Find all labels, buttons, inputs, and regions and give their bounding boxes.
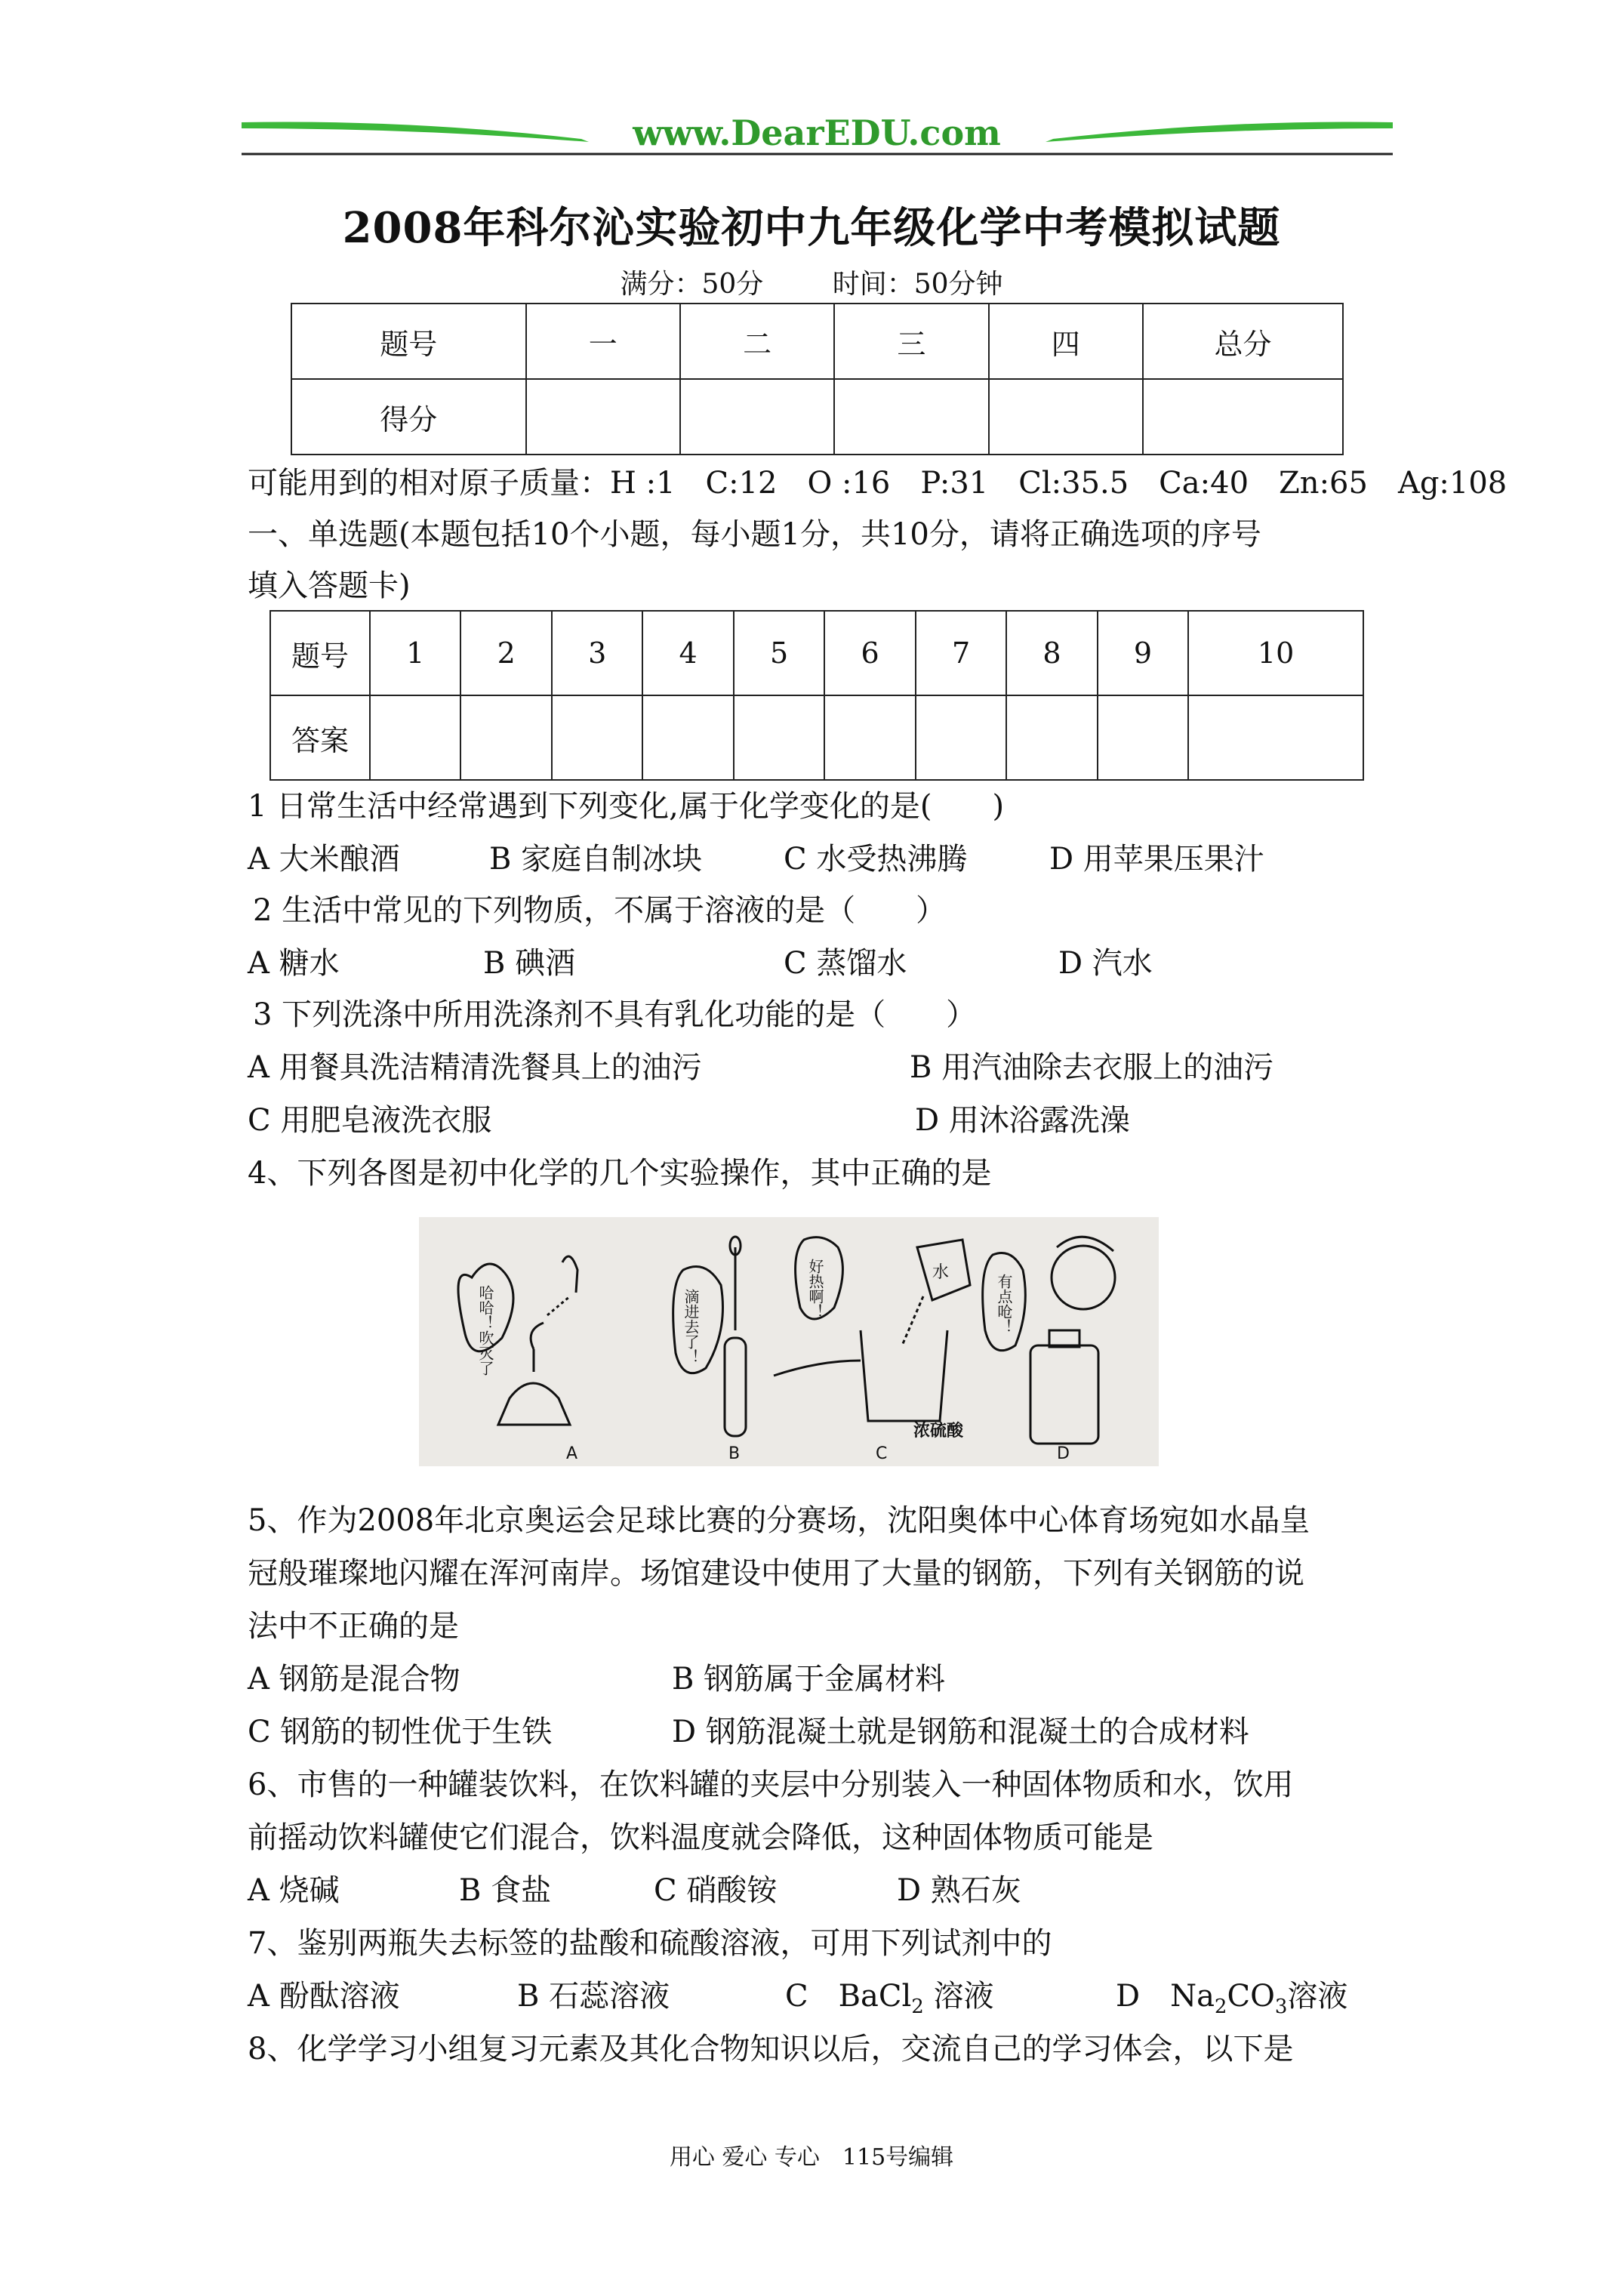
option: C 蒸馏水	[784, 946, 907, 981]
answer-input-cell[interactable]	[916, 695, 1006, 780]
table-cell: 6	[824, 611, 915, 695]
bubble-a-text: 哈哈！吹灭了	[476, 1285, 494, 1376]
table-row	[291, 379, 1343, 455]
bubble-c-text: 好热啊！	[806, 1259, 824, 1319]
score-input-cell[interactable]	[989, 379, 1143, 455]
header-banner	[242, 106, 1393, 166]
option: D $Na_2CO_3$溶液	[1116, 1979, 1348, 2018]
option: A 钢筋是混合物	[248, 1662, 460, 1697]
question-stem: 8、化学学习小组复习元素及其化合物知识以后，交流自己的学习体会，以下是	[248, 2032, 1294, 2066]
table-cell: 10	[1188, 611, 1363, 695]
option: B 钢筋属于金属材料	[672, 1662, 946, 1697]
bubble-d-text: 有点呛！	[995, 1274, 1013, 1334]
option: A 烧碱	[248, 1873, 340, 1908]
acid-label: 浓硫酸	[913, 1422, 964, 1441]
question-stem-cont: 前摇动饮料罐使它们混合，饮料温度就会降低，这种固体物质可能是	[248, 1820, 1153, 1855]
question-stem: 3 下列洗涤中所用洗涤剂不具有乳化功能的是（ ）	[253, 997, 977, 1032]
table-cell: 总分	[1143, 304, 1343, 379]
score-input-cell[interactable]	[680, 379, 834, 455]
question-stem: 7、鉴别两瓶失去标签的盐酸和硫酸溶液，可用下列试剂中的	[248, 1926, 1052, 1961]
label-b: B	[728, 1444, 741, 1463]
answer-input-cell[interactable]	[642, 695, 733, 780]
option: B 家庭自制冰块	[489, 842, 703, 877]
site-logo-text: www.DearEDU.com	[633, 112, 1001, 153]
option: C 用肥皂液洗衣服	[248, 1103, 492, 1138]
score-input-cell[interactable]	[526, 379, 680, 455]
table-row	[270, 611, 1363, 695]
table-cell: 一	[526, 304, 680, 379]
score-input-cell[interactable]	[1143, 379, 1343, 455]
option: A 糖水	[248, 946, 340, 981]
option: D 熟石灰	[897, 1873, 1021, 1908]
question-stem: 1 日常生活中经常遇到下列变化,属于化学变化的是( )	[248, 789, 1005, 824]
table-row	[291, 304, 1343, 379]
table-cell: 四	[989, 304, 1143, 379]
option: C BaCl$_2$ 溶液	[785, 1979, 994, 2018]
answer-input-cell[interactable]	[1098, 695, 1188, 780]
label-a: A	[566, 1444, 578, 1463]
question-stem: 5、作为2008年北京奥运会足球比赛的分赛场，沈阳奥体中心体育场宛如水晶皇	[248, 1503, 1310, 1538]
table-cell: 得分	[291, 379, 526, 455]
option: C 钢筋的韧性优于生铁	[248, 1715, 553, 1749]
option: B 食盐	[459, 1873, 552, 1908]
option: D 钢筋混凝土就是钢筋和混凝土的合成材料	[672, 1715, 1249, 1749]
exam-time: 时间：50分钟	[832, 269, 1003, 300]
option: D 汽水	[1058, 946, 1153, 981]
option: B 用汽油除去衣服上的油污	[910, 1050, 1274, 1085]
page-footer: 用心 爱心 专心 115号编辑	[669, 2144, 954, 2171]
question-stem: 2 生活中常见的下列物质，不属于溶液的是（ ）	[253, 893, 947, 928]
option: A 酚酞溶液	[248, 1979, 400, 2014]
answer-input-cell[interactable]	[734, 695, 824, 780]
table-cell: 三	[834, 304, 988, 379]
option: A 用餐具洗洁精清洗餐具上的油污	[248, 1050, 702, 1085]
table-cell: 题号	[291, 304, 526, 379]
table-cell: 2	[460, 611, 551, 695]
score-input-cell[interactable]	[834, 379, 988, 455]
table-cell: 5	[734, 611, 824, 695]
full-score: 满分：50分	[620, 269, 764, 300]
option: C 硝酸铵	[654, 1873, 778, 1908]
answer-table	[269, 610, 1364, 781]
table-cell: 答案	[270, 695, 370, 780]
answer-input-cell[interactable]	[1188, 695, 1363, 780]
atomic-mass-line: 可能用到的相对原子质量：H :1 C:12 O :16 P:31 Cl:35.5 Ca:40 Zn:65 Ag:108	[248, 466, 1508, 501]
table-cell: 9	[1098, 611, 1188, 695]
question-stem: 4、下列各图是初中化学的几个实验操作，其中正确的是	[248, 1156, 992, 1191]
answer-input-cell[interactable]	[460, 695, 551, 780]
table-row	[270, 695, 1363, 780]
page-title: 2008年科尔沁实验初中九年级化学中考模拟试题	[342, 203, 1281, 253]
beaker-water-label: 水	[932, 1263, 950, 1282]
section-heading-cont: 填入答题卡)	[248, 569, 411, 603]
score-table	[291, 303, 1344, 455]
bubble-b-text: 滴进去了！	[682, 1289, 700, 1364]
section-heading: 一、单选题(本题包括10个小题，每小题1分，共10分，请将正确选项的序号	[248, 517, 1261, 552]
option: B 碘酒	[483, 946, 576, 981]
label-d: D	[1057, 1444, 1070, 1463]
answer-input-cell[interactable]	[552, 695, 642, 780]
table-cell: 4	[642, 611, 733, 695]
label-c: C	[876, 1444, 888, 1463]
exam-info	[0, 263, 1623, 301]
answer-input-cell[interactable]	[370, 695, 460, 780]
table-cell: 8	[1006, 611, 1097, 695]
option: D 用苹果压果汁	[1049, 842, 1264, 877]
table-cell: 3	[552, 611, 642, 695]
question-stem-cont: 冠般璀璨地闪耀在浑河南岸。场馆建设中使用了大量的钢筋，下列有关钢筋的说	[248, 1556, 1304, 1591]
answer-input-cell[interactable]	[824, 695, 915, 780]
table-cell: 1	[370, 611, 460, 695]
table-cell: 题号	[270, 611, 370, 695]
option: B 石蕊溶液	[517, 1979, 670, 2014]
question-stem: 6、市售的一种罐装饮料，在饮料罐的夹层中分别装入一种固体物质和水，饮用	[248, 1767, 1294, 1802]
table-cell: 二	[680, 304, 834, 379]
lab-operations-figure	[419, 1217, 1159, 1466]
option: C 水受热沸腾	[784, 842, 968, 877]
option: D 用沐浴露洗澡	[915, 1103, 1130, 1138]
question-stem-cont: 法中不正确的是	[248, 1609, 459, 1644]
option: A 大米酿酒	[248, 842, 400, 877]
table-cell: 7	[916, 611, 1006, 695]
answer-input-cell[interactable]	[1006, 695, 1097, 780]
